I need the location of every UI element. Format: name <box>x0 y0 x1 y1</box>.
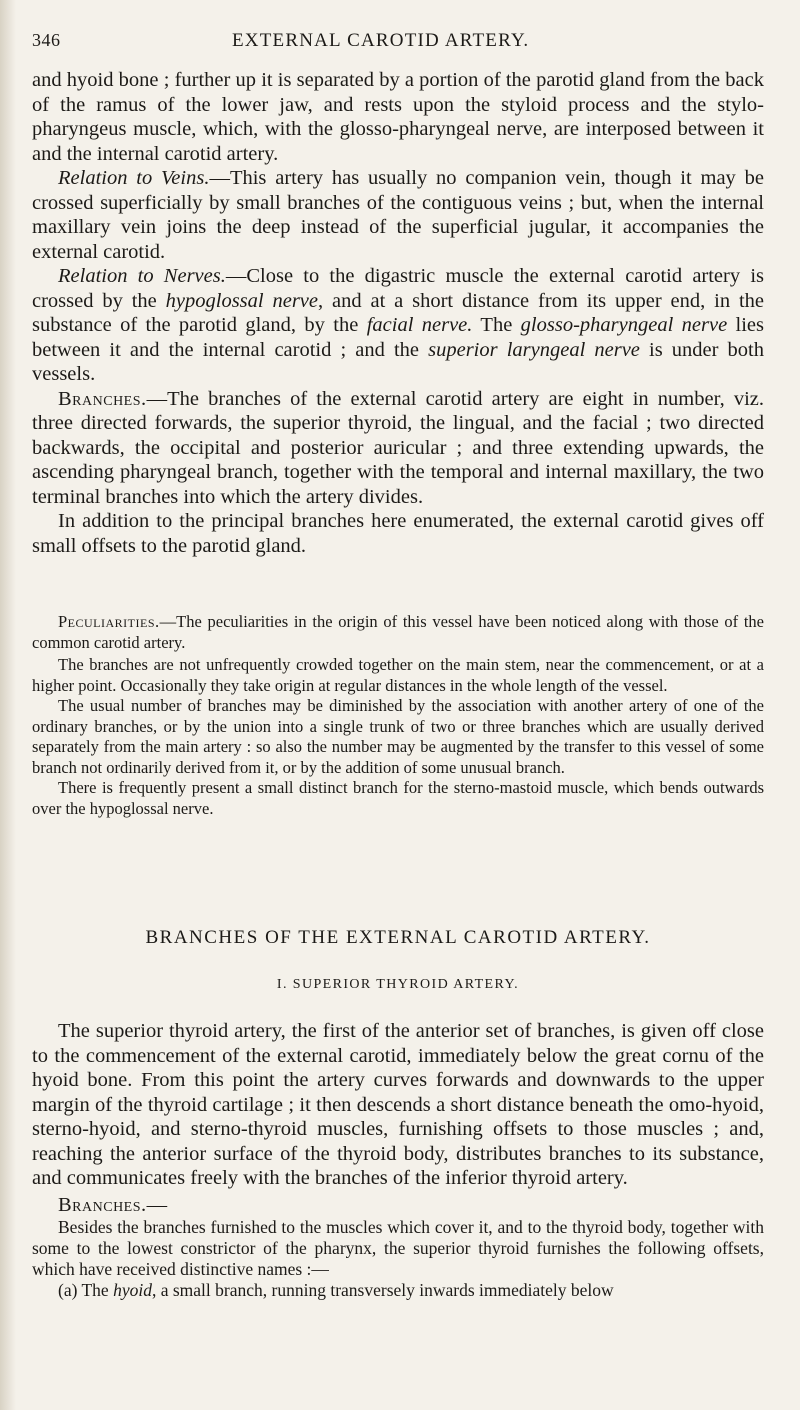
peculiarities-sterno-mastoid: There is frequently present a small distinct branch for the sterno-mastoid muscle, which bends outwards over the hypoglossal nerve. <box>32 778 764 818</box>
peculiarities-intro: Peculiarities.—The peculiarities in the origin of this vessel have been noticed along with those of the common carotid artery. <box>32 612 764 652</box>
branches-heading: Branches.— <box>58 1193 168 1216</box>
paragraph-branches: Branches.—The branches of the external carotid artery are eight in number, viz. three directed forwards, the superior thyroid, the lingual, and the facial ; two directed backwards, the occipital and posterior auricular ; and three extending upwards, the ascending pharyngeal branch, together with the temporal and internal maxillary, the two terminal branches into which the artery divides. <box>32 387 764 508</box>
paragraph-relation-to-nerves: Relation to Nerves.—Close to the digastric muscle the external carotid artery is crossed by the hypoglossal nerve, and at a short distance from its upper end, in the substance of the parotid gland, by the facial nerve. The glosso-pharyngeal nerve lies between it and the internal carotid ; and the superior laryngeal nerve is under both vessels. <box>32 265 765 385</box>
paragraph-additional-offsets: In addition to the principal branches here enumerated, the external carotid gives off small offsets to the parotid gland. <box>32 510 764 557</box>
running-title: EXTERNAL CAROTID ARTERY. <box>232 30 530 51</box>
paragraph-relation-to-veins: Relation to Veins.—This artery has usually no companion vein, though it may be crossed superficially by small branches of the contiguous veins ; but, when the internal maxillary vein joins the deep instead of the superficial jugular, it accompanies the external carotid. <box>32 167 764 263</box>
paragraph-hyoid-branch: (a) The hyoid, a small branch, running transversely inwards immediately below <box>58 1280 614 1300</box>
subsection-heading: I. SUPERIOR THYROID ARTERY. <box>276 977 520 992</box>
section-heading: BRANCHES OF THE EXTERNAL CAROTID ARTERY. <box>145 927 651 948</box>
peculiarities-block <box>32 612 764 819</box>
paragraph-offsets: Besides the branches furnished to the muscles which cover it, and to the thyroid body, together with some to the lowest constrictor of the pharynx, the superior thyroid furnishes the following offsets, which have received distinctive names :— <box>32 1217 764 1279</box>
peculiarities-crowded: The branches are not unfrequently crowded together on the main stem, near the commencement, or at a higher point. Occasionally they take origin at regular distances in the whole length of the vessel. <box>32 655 764 695</box>
page-number: 346 <box>32 30 61 50</box>
main-text <box>32 68 764 558</box>
running-head <box>32 30 764 52</box>
paragraph-superior-thyroid: The superior thyroid artery, the first of the anterior set of branches, is given off close to the commencement of the external carotid, immediately below the great cornu of the hyoid bone. From this point the artery curves forwards and downwards to the upper margin of the thyroid cartilage ; it then descends a short distance beneath the omo-hyoid, sterno-hyoid, and sterno-thyroid muscles, furnishing offsets to those muscles ; and, reaching the anterior surface of the thyroid body, distributes branches to its substance, and communicates freely with the branches of the inferior thyroid artery. <box>32 1020 764 1189</box>
peculiarities-number: The usual number of branches may be diminished by the association with another artery of one of the ordinary branches, or by the union into a single trunk of two or three branches which are usually derived separately from the main artery : so also the number may be augmented by the transfer to this vessel of some branch not ordinarily derived from it, or by the addition of some unusual branch. <box>32 696 764 777</box>
superior-thyroid-text <box>32 1019 764 1301</box>
paragraph-continuation: and hyoid bone ; further up it is separated by a portion of the parotid gland from the back of the ramus of the lower jaw, and rests upon the styloid process and the stylo-pharyngeus muscle, which, with the glosso-pharyngeal nerve, are interposed between it and the internal carotid artery. <box>32 69 764 165</box>
